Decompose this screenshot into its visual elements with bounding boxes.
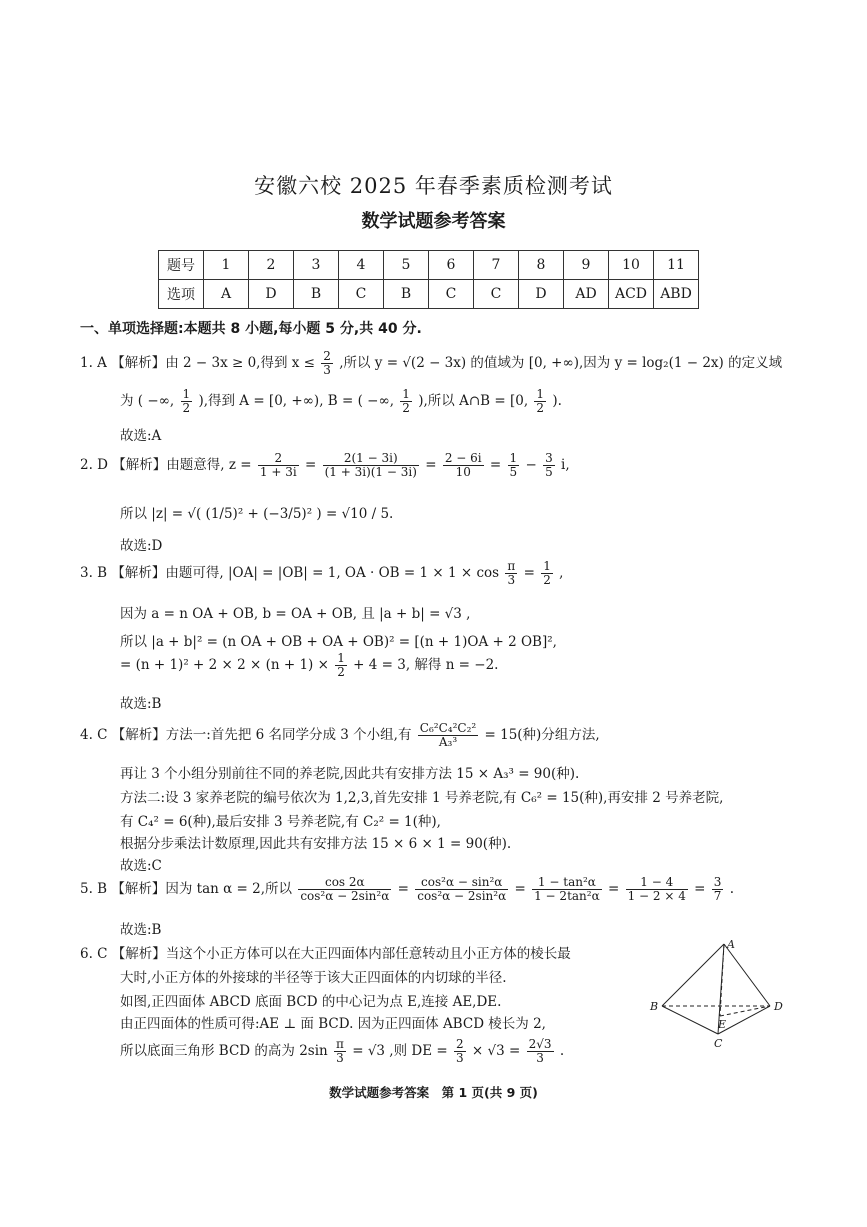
q6-line3: 如图,正四面体 ABCD 底面 BCD 的中心记为点 E,连接 AE,DE. bbox=[120, 994, 502, 1010]
text: ). bbox=[552, 393, 562, 409]
answer-option-cell: C bbox=[429, 280, 474, 309]
fraction bbox=[443, 452, 484, 479]
vertex-c-label: C bbox=[714, 1037, 723, 1050]
answer-table-option-row bbox=[159, 280, 699, 309]
fraction bbox=[335, 652, 347, 679]
text: ),所以 A∩B = [0, bbox=[418, 393, 529, 409]
answer-option-cell: B bbox=[384, 280, 429, 309]
numerator: 1 bbox=[509, 451, 518, 465]
denominator: A₃³ bbox=[438, 735, 458, 749]
edge-ab bbox=[662, 944, 724, 1006]
text: = bbox=[514, 881, 526, 897]
numerator: π bbox=[336, 1037, 344, 1051]
numerator: 3 bbox=[545, 451, 553, 465]
numerator: 2√3 bbox=[528, 1037, 552, 1051]
q6-line4: 由正四面体的性质可得:AE ⊥ 面 BCD. 因为正四面体 ABCD 棱长为 2, bbox=[120, 1016, 546, 1032]
denominator: cos²α − 2sin²α bbox=[417, 889, 507, 903]
text: = bbox=[397, 881, 409, 897]
text: . bbox=[729, 881, 735, 897]
q3-line1 bbox=[80, 560, 563, 587]
numerator: 2 bbox=[258, 452, 299, 466]
q1-line1 bbox=[80, 350, 782, 377]
denominator: 2 bbox=[402, 401, 410, 415]
segment-ae bbox=[720, 944, 724, 1016]
denominator: 2 bbox=[536, 401, 545, 415]
q3-answer: 故选:B bbox=[120, 696, 162, 712]
fraction bbox=[543, 452, 555, 479]
q5-answer: 故选:B bbox=[120, 922, 162, 938]
text: = bbox=[694, 881, 706, 897]
numerator: 1 bbox=[182, 387, 191, 401]
text: = 15(种)分组方法, bbox=[484, 727, 600, 743]
numerator: 1 bbox=[337, 651, 345, 665]
answer-option-cell: C bbox=[339, 280, 384, 309]
numerator: 2 − 6i bbox=[444, 451, 482, 465]
text: = bbox=[489, 457, 502, 473]
fraction bbox=[534, 388, 546, 415]
question-number-cell: 8 bbox=[519, 251, 564, 280]
denominator: 5 bbox=[509, 465, 518, 479]
numerator: cos²α − sin²α bbox=[415, 876, 508, 890]
denominator: 2 bbox=[182, 401, 191, 415]
q4-line5: 根据分步乘法计数原理,因此共有安排方法 15 × 6 × 1 = 90(种). bbox=[120, 836, 512, 852]
fraction bbox=[532, 876, 602, 903]
text: 所以底面三角形 BCD 的高为 2sin bbox=[120, 1043, 328, 1059]
text: . bbox=[559, 1043, 565, 1059]
denominator: 1 − 2tan²α bbox=[534, 889, 600, 903]
text: = √3 ,则 DE = bbox=[352, 1043, 448, 1059]
text: 1. A 【解析】由 2 − 3x ≥ 0,得到 x ≤ bbox=[80, 355, 315, 371]
answer-option-cell: ABD bbox=[654, 280, 699, 309]
q2-line2: 所以 |z| = √( (1/5)² + (−3/5)² ) = √10 / 5. bbox=[120, 506, 394, 522]
q2-line1 bbox=[80, 452, 570, 479]
answer-option-cell: B bbox=[294, 280, 339, 309]
denominator: 3 bbox=[455, 1051, 464, 1065]
fraction bbox=[415, 876, 508, 903]
section-heading: 一、单项选择题:本题共 8 小题,每小题 5 分,共 40 分. bbox=[80, 321, 422, 337]
denominator: 1 + 3i bbox=[259, 465, 297, 479]
answer-option-cell: ACD bbox=[609, 280, 654, 309]
fraction bbox=[258, 452, 299, 479]
question-number-cell: 5 bbox=[384, 251, 429, 280]
q6-line5 bbox=[120, 1038, 564, 1065]
answer-option-cell: A bbox=[204, 280, 249, 309]
answer-option-cell: D bbox=[249, 280, 294, 309]
text: = bbox=[607, 881, 620, 897]
question-number-cell: 11 bbox=[654, 251, 699, 280]
text: = bbox=[523, 565, 535, 581]
numerator: 3 bbox=[713, 875, 722, 889]
fraction bbox=[323, 452, 419, 479]
q4-line3: 方法二:设 3 家养老院的编号依次为 1,2,3,首先安排 1 号养老院,有 C₆² = 15(种),再安排 2 号养老院, bbox=[120, 790, 724, 806]
text: i, bbox=[561, 457, 570, 473]
answer-option-cell: C bbox=[474, 280, 519, 309]
q5-line1 bbox=[80, 876, 734, 903]
fraction bbox=[298, 876, 391, 903]
edge-bc bbox=[662, 1006, 718, 1034]
fraction bbox=[334, 1038, 346, 1065]
answer-table-number-row bbox=[159, 251, 699, 280]
row-label: 题号 bbox=[159, 251, 204, 280]
q4-line4: 有 C₄² = 6(种),最后安排 3 号养老院,有 C₂² = 1(种), bbox=[120, 814, 441, 830]
answer-option-cell: AD bbox=[564, 280, 609, 309]
denominator: 7 bbox=[713, 889, 722, 903]
text: = bbox=[304, 457, 317, 473]
text: − bbox=[525, 457, 537, 473]
answer-table bbox=[158, 250, 699, 309]
numerator: 1 − tan²α bbox=[532, 876, 602, 890]
row-label: 选项 bbox=[159, 280, 204, 309]
text: 4. C 【解析】方法一:首先把 6 名同学分成 3 个小组,有 bbox=[80, 727, 412, 743]
fraction bbox=[418, 722, 478, 749]
numerator: 1 bbox=[402, 387, 410, 401]
question-number-cell: 3 bbox=[294, 251, 339, 280]
text: + 4 = 3, 解得 n = −2. bbox=[353, 657, 499, 673]
tetrahedron-figure bbox=[648, 938, 798, 1050]
denominator: 2 bbox=[337, 665, 345, 679]
denominator: 10 bbox=[455, 465, 471, 479]
page-subtitle: 数学试题参考答案 bbox=[361, 211, 506, 232]
text: = bbox=[425, 457, 437, 473]
numerator: 1 − 4 bbox=[626, 876, 688, 890]
fraction bbox=[400, 388, 412, 415]
denominator: 3 bbox=[536, 1051, 544, 1065]
denominator: (1 + 3i)(1 − 3i) bbox=[324, 465, 417, 479]
answer-option-cell: D bbox=[519, 280, 564, 309]
q1-answer: 故选:A bbox=[120, 428, 162, 444]
text: , bbox=[559, 565, 564, 581]
q6-line2: 大时,小正方体的外接球的半径等于该大正四面体的内切球的半径. bbox=[120, 970, 507, 986]
denominator: 2 bbox=[543, 573, 551, 587]
numerator: 1 bbox=[543, 559, 551, 573]
q6-line1: 6. C 【解析】当这个小正方体可以在大正四面体内部任意转动且小正方体的棱长最 bbox=[80, 946, 571, 962]
page-footer: 数学试题参考答案 第 1 页(共 9 页) bbox=[329, 1085, 538, 1100]
segment-de bbox=[720, 1006, 770, 1016]
numerator: 1 bbox=[536, 387, 545, 401]
edge-ad bbox=[724, 944, 770, 1006]
fraction bbox=[541, 560, 553, 587]
fraction bbox=[181, 388, 193, 415]
fraction bbox=[454, 1038, 466, 1065]
fraction bbox=[712, 876, 724, 903]
text: 2. D 【解析】由题意得, z = bbox=[80, 457, 252, 473]
vertex-d-label: D bbox=[774, 1000, 783, 1013]
q4-answer: 故选:C bbox=[120, 858, 162, 874]
q4-line1 bbox=[80, 722, 600, 749]
numerator: 2 bbox=[455, 1037, 464, 1051]
fraction bbox=[527, 1038, 554, 1065]
denominator: 3 bbox=[507, 573, 516, 587]
text: ),得到 A = [0, +∞), B = ( −∞, bbox=[198, 393, 394, 409]
fraction bbox=[626, 876, 688, 903]
numerator: 2(1 − 3i) bbox=[323, 452, 419, 466]
fraction bbox=[508, 452, 520, 479]
denominator: cos²α − 2sin²α bbox=[300, 889, 390, 903]
q1-line2 bbox=[120, 388, 562, 415]
text: 为 ( −∞, bbox=[120, 393, 175, 409]
question-number-cell: 4 bbox=[339, 251, 384, 280]
question-number-cell: 10 bbox=[609, 251, 654, 280]
vertex-a-label: A bbox=[727, 938, 735, 951]
q4-line2: 再让 3 个小组分别前往不同的养老院,因此共有安排方法 15 × A₃³ = 90(种). bbox=[120, 766, 580, 782]
denominator: 3 bbox=[336, 1051, 344, 1065]
q2-answer: 故选:D bbox=[120, 538, 163, 554]
numerator: π bbox=[507, 559, 516, 573]
q3-line2: 因为 a = n OA + OB, b = OA + OB, 且 |a + b| = √3 , bbox=[120, 606, 471, 622]
numerator: 2 bbox=[323, 349, 331, 363]
question-number-cell: 7 bbox=[474, 251, 519, 280]
fraction bbox=[505, 560, 517, 587]
question-number-cell: 2 bbox=[249, 251, 294, 280]
q3-line3: 所以 |a + b|² = (n OA + OB + OA + OB)² = [(n + 1)OA + 2 OB]², bbox=[120, 634, 557, 650]
denominator: 1 − 2 × 4 bbox=[627, 889, 686, 903]
q3-line4 bbox=[120, 652, 498, 679]
text: 3. B 【解析】由题可得, |OA| = |OB| = 1, OA · OB = 1 × 1 × cos bbox=[80, 565, 500, 581]
vertex-b-label: B bbox=[650, 1000, 659, 1013]
question-number-cell: 6 bbox=[429, 251, 474, 280]
text: 5. B 【解析】因为 tan α = 2,所以 bbox=[80, 881, 293, 897]
numerator: C₆²C₄²C₂² bbox=[419, 721, 477, 735]
question-number-cell: 1 bbox=[204, 251, 249, 280]
page-title: 安徽六校 2025 年春季素质检测考试 bbox=[254, 174, 613, 198]
text: × √3 = bbox=[471, 1043, 521, 1059]
denominator: 5 bbox=[545, 465, 553, 479]
numerator: cos 2α bbox=[298, 876, 391, 890]
fraction bbox=[321, 350, 333, 377]
text: ,所以 y = √(2 − 3x) 的值域为 [0, +∞),因为 y = log₂(1 − 2x) 的定义域 bbox=[339, 355, 783, 371]
text: = (n + 1)² + 2 × 2 × (n + 1) × bbox=[120, 657, 329, 673]
denominator: 3 bbox=[323, 363, 331, 377]
question-number-cell: 9 bbox=[564, 251, 609, 280]
point-e-label: E bbox=[718, 1018, 727, 1031]
